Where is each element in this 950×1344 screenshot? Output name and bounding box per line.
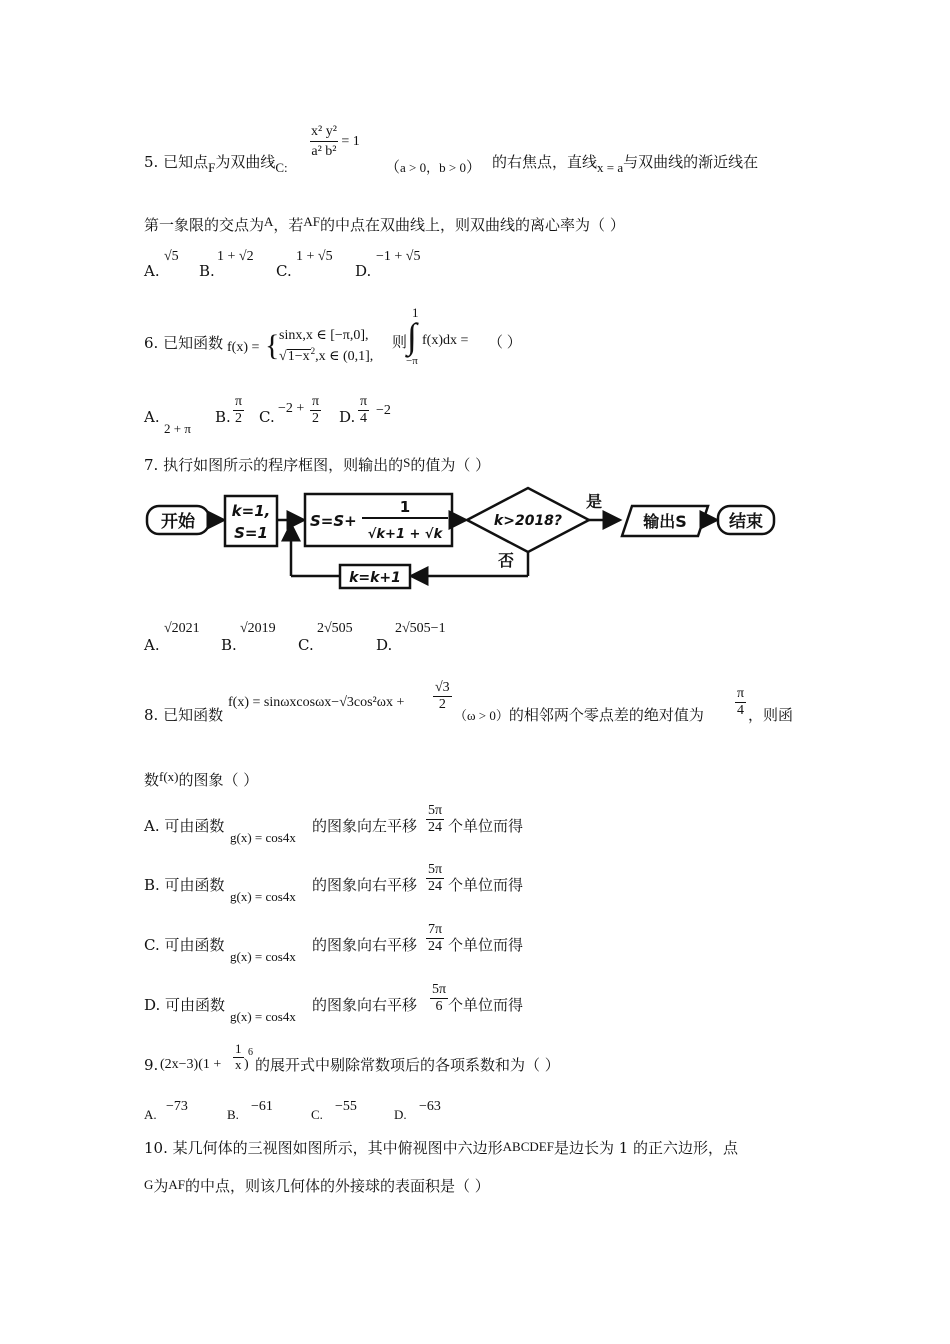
brace-symbol: { [265, 329, 280, 362]
q5-stem-line1-tail: 的右焦点，直线x = a与双曲线的渐近线在 [492, 153, 759, 175]
q6-integral: 则 1 ∫ −π f(x)dx = （ ） [392, 305, 522, 367]
q6-option-d-label[interactable]: D. [339, 408, 356, 426]
q7-option-b-label[interactable]: B. [221, 636, 237, 654]
q9-option-a-label[interactable]: A. [144, 1107, 157, 1122]
q5-option-c-label[interactable]: C. [276, 262, 292, 280]
q8-option-c[interactable]: C. 可由函数 g(x) = cos4x 的图象向右平移 $\frac{7\pi}{24}$ 个单位而得 [144, 922, 524, 964]
q9-option-c-label[interactable]: C. [311, 1107, 323, 1122]
q8-stem-line2: 数f(x)的图象（ ） [144, 769, 259, 789]
q6-stem: 6. 已知函数 [144, 334, 224, 352]
q8-option-b[interactable]: B. 可由函数 g(x) = cos4x 的图象向右平移 $\frac{5\pi}{24}$ 个单位而得 [144, 862, 524, 904]
q9-option-a[interactable]: −73 [166, 1099, 188, 1114]
q6-option-c[interactable]: −2 + [278, 401, 305, 416]
q6-option-c-label[interactable]: C. [259, 408, 275, 426]
q8-option-d[interactable]: D. 可由函数 g(x) = cos4x 的图象向右平移 $\frac{5\pi}{6}$ 个单位而得 [144, 982, 524, 1024]
flow-update-text: S=S+ [310, 512, 357, 530]
q8-distance-fraction: $\frac{\pi}{4}$ [737, 686, 745, 719]
q7-option-c[interactable]: 2√505 [317, 621, 353, 636]
q8-option-a[interactable]: A. 可由函数 g(x) = cos4x 的图象向左平移 $\frac{5\pi}{24}$ 个单位而得 [144, 803, 524, 845]
q5-option-d[interactable]: −1 + √5 [376, 249, 421, 264]
flow-yes-label: 是 [586, 492, 603, 511]
flow-start-text: 开始 [161, 512, 195, 532]
q5-option-a[interactable]: √5 [164, 249, 179, 264]
q8-stem-line1-end: ，则函 [748, 706, 794, 724]
flow-no-label: 否 [498, 551, 515, 570]
q5-options [144, 248, 444, 282]
q6-option-b-label[interactable]: B. [215, 408, 231, 426]
q6-option-b[interactable]: $\frac{\pi}{2}$ [235, 394, 243, 427]
q9-option-c[interactable]: −55 [335, 1099, 357, 1114]
q7-stem: 7. 执行如图所示的程序框图，则输出的S的值为（ ） [144, 455, 491, 474]
q6-option-a[interactable]: 2 + π [164, 421, 191, 436]
q6-options: A. 2 + π B. $\frac{\pi}{2}$ C. −2 + $\frac{\pi}{2}$ D. $\frac{\pi}{4}$ −2 [144, 394, 391, 436]
q5-option-c[interactable]: 1 + √5 [296, 249, 333, 264]
q5-option-b-label[interactable]: B. [199, 262, 215, 280]
q7-option-a[interactable]: √2021 [164, 621, 200, 636]
q7-flowchart [140, 482, 780, 594]
q6-option-c-fraction: $\frac{\pi}{2}$ [312, 394, 320, 427]
flow-end-text: 结束 [729, 512, 763, 532]
q9-option-b[interactable]: −61 [251, 1099, 273, 1114]
q5-condition: （a > 0，b > 0） [385, 158, 481, 176]
q9-option-b-label[interactable]: B. [227, 1107, 239, 1122]
flow-update-frac-den: √k+1 + √k [367, 527, 443, 542]
q7-option-b[interactable]: √2019 [240, 621, 276, 636]
q5-option-a-label[interactable]: A. [144, 262, 160, 280]
flow-init-k: k=1, [231, 502, 271, 520]
q7-option-d-label[interactable]: D. [376, 636, 393, 654]
q7-option-a-label[interactable]: A. [144, 636, 160, 654]
flow-decision-text: k>2018? [493, 513, 563, 529]
q6-option-d[interactable]: $\frac{\pi}{4}$ [360, 394, 368, 427]
q9-options [144, 1100, 464, 1124]
q6-option-a-label[interactable]: A. [144, 408, 160, 426]
flow-init-s: S=1 [234, 524, 268, 542]
q5-option-d-label[interactable]: D. [355, 262, 372, 280]
q5-stem-line2: 第一象限的交点为A，若AF的中点在双曲线上，则双曲线的离心率为（ ） [144, 214, 625, 234]
flow-inc-text: k=k+1 [349, 570, 401, 586]
q9-option-d[interactable]: −63 [419, 1099, 441, 1114]
q7-option-d[interactable]: 2√505−1 [395, 621, 446, 636]
q10-stem-line2: G为AF的中点，则该几何体的外接球的表面积是（ ） [144, 1177, 490, 1195]
q7-options [144, 620, 464, 656]
q6-piecewise-function: f(x) = { sinx,x ∈ [−π,0], $√1-x^2,x$ ∈ (0,1], [227, 328, 374, 364]
q5-stem-line1: 5. 已知点F为双曲线C: [144, 153, 288, 175]
q8-stem-line1: 8. 已知函数 [144, 706, 224, 724]
q7-option-c-label[interactable]: C. [298, 636, 314, 654]
q5-option-b[interactable]: 1 + √2 [217, 249, 254, 264]
q5-hyperbola-equation: $\frac{\text{x² y²}}{\text{a² b²}}$ = 1 [311, 124, 360, 159]
q9-option-d-label[interactable]: D. [394, 1107, 407, 1122]
flow-output-text: 输出S [643, 512, 687, 531]
q9-stem: 9. (2x−3)(1 + $\frac{1}{x}$ ) 6 的展开式中剔除常数项后的各项系数和为（ ） [144, 1041, 560, 1074]
flow-update-frac-num: 1 [399, 498, 411, 516]
q8-stem-line1-tail: （ω > 0）的相邻两个零点差的绝对值为 [454, 706, 704, 724]
integral-symbol: ∫ [407, 316, 417, 356]
q10-stem-line1: 10. 某几何体的三视图如图所示，其中俯视图中六边形ABCDEF是边长为 1 的正六边形，点 [144, 1139, 739, 1157]
q8-function: f(x) = sinωxcosωx−√3cos²ωx + $\frac{√3}{2}$ [228, 680, 450, 713]
